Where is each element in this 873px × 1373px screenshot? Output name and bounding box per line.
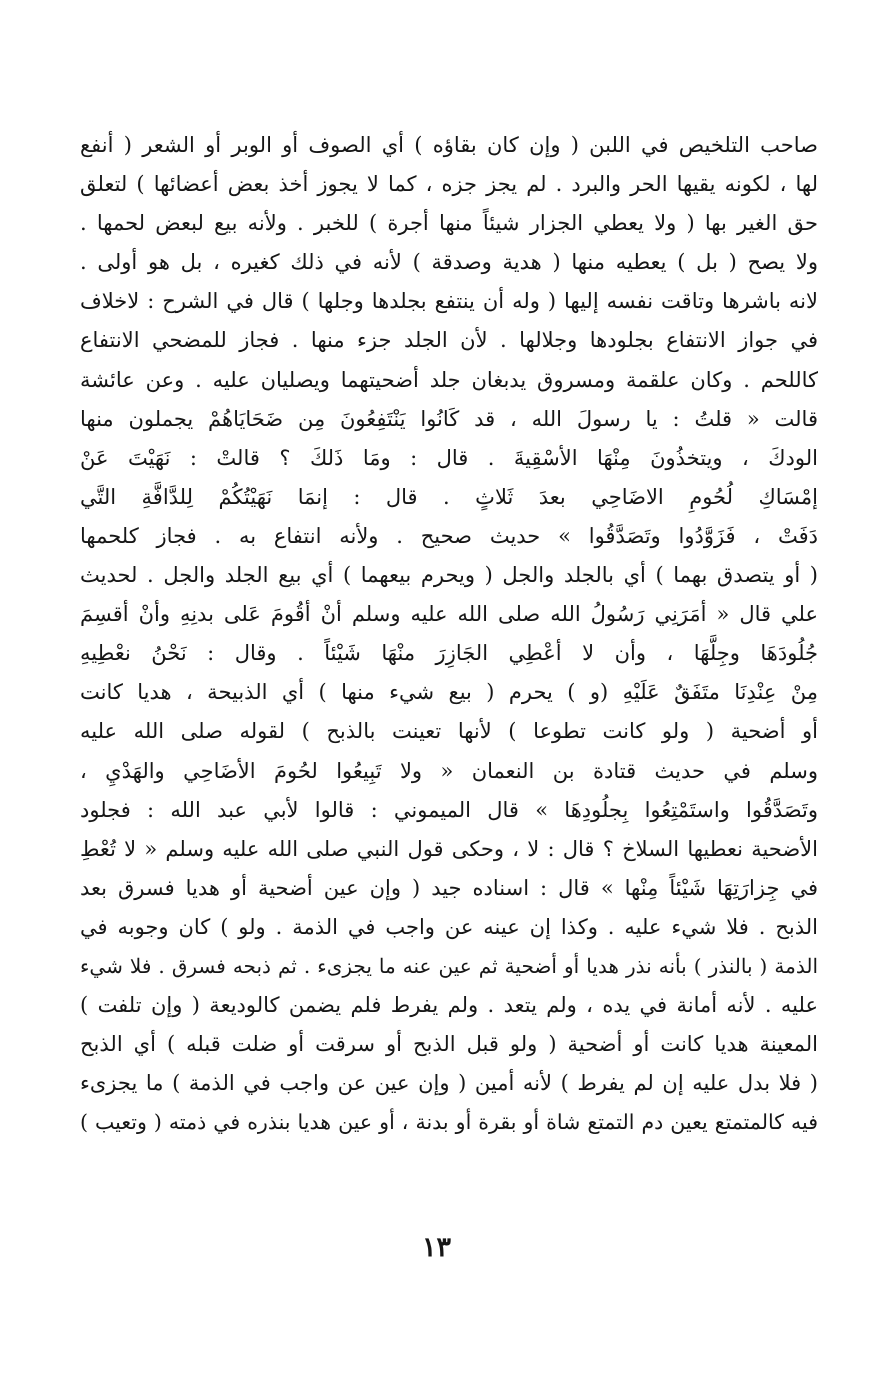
text-line: الذمة ( بالنذر ) بأنه نذر هديا أو أضحية ثم عين عنه ما يجزىء . ثم ذبحه فسرق . فلا شيء [80, 953, 818, 978]
text-line: عليه . لأنه أمانة في يده ، ولم يتعد . ولم يفرط فلم يضمن كالوديعة ( وإن تلفت ) [80, 993, 818, 1018]
text-line: الودكَ ، ويتخذُونَ مِنْهَا الأسْقِيةَ . قال : ومَا ذَلكَ ؟ قالتْ : نَهَيْتَ عَنْ [80, 445, 818, 470]
text-line: وسلم في حديث قتادة بن النعمان « ولا تَبِيعُوا لحُومَ الأضَاحِي والهَدْيِ ، [80, 758, 818, 783]
text-line: فيه كالمتمتع يعين دم التمتع شاة أو بقرة أو بدنة ، أو عين هديا بنذره في ذمته ( وتعيب ) [80, 1110, 818, 1135]
text-line: حق الغير بها ( ولا يعطي الجزار شيئاً منها أجرة ) للخبر . ولأنه بيع لبعض لحمها . [80, 211, 818, 236]
text-line: ( فلا بدل عليه إن لم يفرط ) لأنه أمين ( وإن عين عن واجب في الذمة ) ما يجزىء [80, 1071, 818, 1096]
text-line: مِنْ عِنْدِنَا متَفَقٌ عَلَيْهِ (و ) يحرم ( بيع شيء منها ) أي الذبيحة ، هديا كانت [80, 680, 818, 705]
text-line: الأضحية نعطيها السلاخ ؟ قال : لا ، وحكى قول النبي صلى الله عليه وسلم « لا تُعْطِ [80, 836, 818, 861]
text-line: الذبح . فلا شيء عليه . وكذا إن عينه عن واجب في الذمة . ولو ) كان وجوبه في [80, 914, 818, 939]
page-number: ١٣ [421, 1232, 451, 1263]
text-line: قالت « قلتُ : يا رسولَ الله ، قد كَانُوا يَنْتَفِعُونَ مِن ضَحَايَاهُمْ يجملون منها [80, 406, 818, 431]
text-line: ( أو يتصدق بهما ) أي بالجلد والجل ( ويحرم بيعهما ) أي بيع الجلد والجل . لحديث [80, 563, 818, 588]
text-line: في جِزارَتِهَا شَيْئاً مِنْها » قال : اسناده جيد ( وإن عين أضحية أو هديا فسرق بعد [80, 875, 818, 900]
text-line: إمْسَاكِ لُحُومِ الاضَاحِي بعدَ ثَلاثٍ . قال : إنمَا نَهَيْتُكُمْ لِلدَّافَّةِ التَّي [80, 484, 818, 509]
body-text [80, 126, 818, 1142]
text-line: لانه باشرها وتاقت نفسه إليها ( وله أن ينتفع بجلدها وجلها ) قال في الشرح : لاخلاف [80, 289, 818, 314]
text-line: علي قال « أمَرَنِي رَسُولُ الله صلى الله عليه وسلم أنْ أقُومَ عَلى بدنِهِ وأنْ أقسِمَ [80, 602, 818, 627]
text-line: ولا يصح ( بل ) يعطيه منها ( هدية وصدقة ) لأنه في ذلك كغيره ، بل هو أولى . [80, 250, 818, 275]
text-line: جُلُودَهَا وجِلَّهَا ، وأن لا أعْطِي الجَازِرَ منْهَا شَيْئاً . وقال : نَحْنُ نعْطِيهِ [80, 641, 818, 666]
text-line: أو أضحية ( ولو كانت تطوعا ) لأنها تعينت بالذبح ) لقوله صلى الله عليه [80, 719, 818, 744]
text-line: وتَصَدَّقُوا واستَمْتِعُوا بِجلُودِهَا » قال الميموني : قالوا لأبي عبد الله : فجلود [80, 797, 818, 822]
text-line: المعينة هديا كانت أو أضحية ( ولو قبل الذبح أو سرقت أو ضلت قبله ) أي الذبح [80, 1032, 818, 1057]
text-line: في جواز الانتفاع بجلودها وجلالها . لأن الجلد جزء منها . فجاز للمضحي الانتفاع [80, 328, 818, 353]
text-line: لها ، لكونه يقيها الحر والبرد . لم يجز جزه ، كما لا يجوز أخذ بعض أعضائها ) لتعلق [80, 172, 818, 197]
text-line: كاللحم . وكان علقمة ومسروق يدبغان جلد أضحيتهما ويصليان عليه . وعن عائشة [80, 367, 818, 392]
text-line: صاحب التلخيص في اللبن ( وإن كان بقاؤه ) أي الصوف أو الوبر أو الشعر ( أنفع [80, 133, 818, 157]
text-line: دَفَتْ ، فَزَوَّدُوا وتَصَدَّقُوا » حديث صحيح . ولأنه انتفاع به . فجاز كلحمها [80, 523, 818, 548]
